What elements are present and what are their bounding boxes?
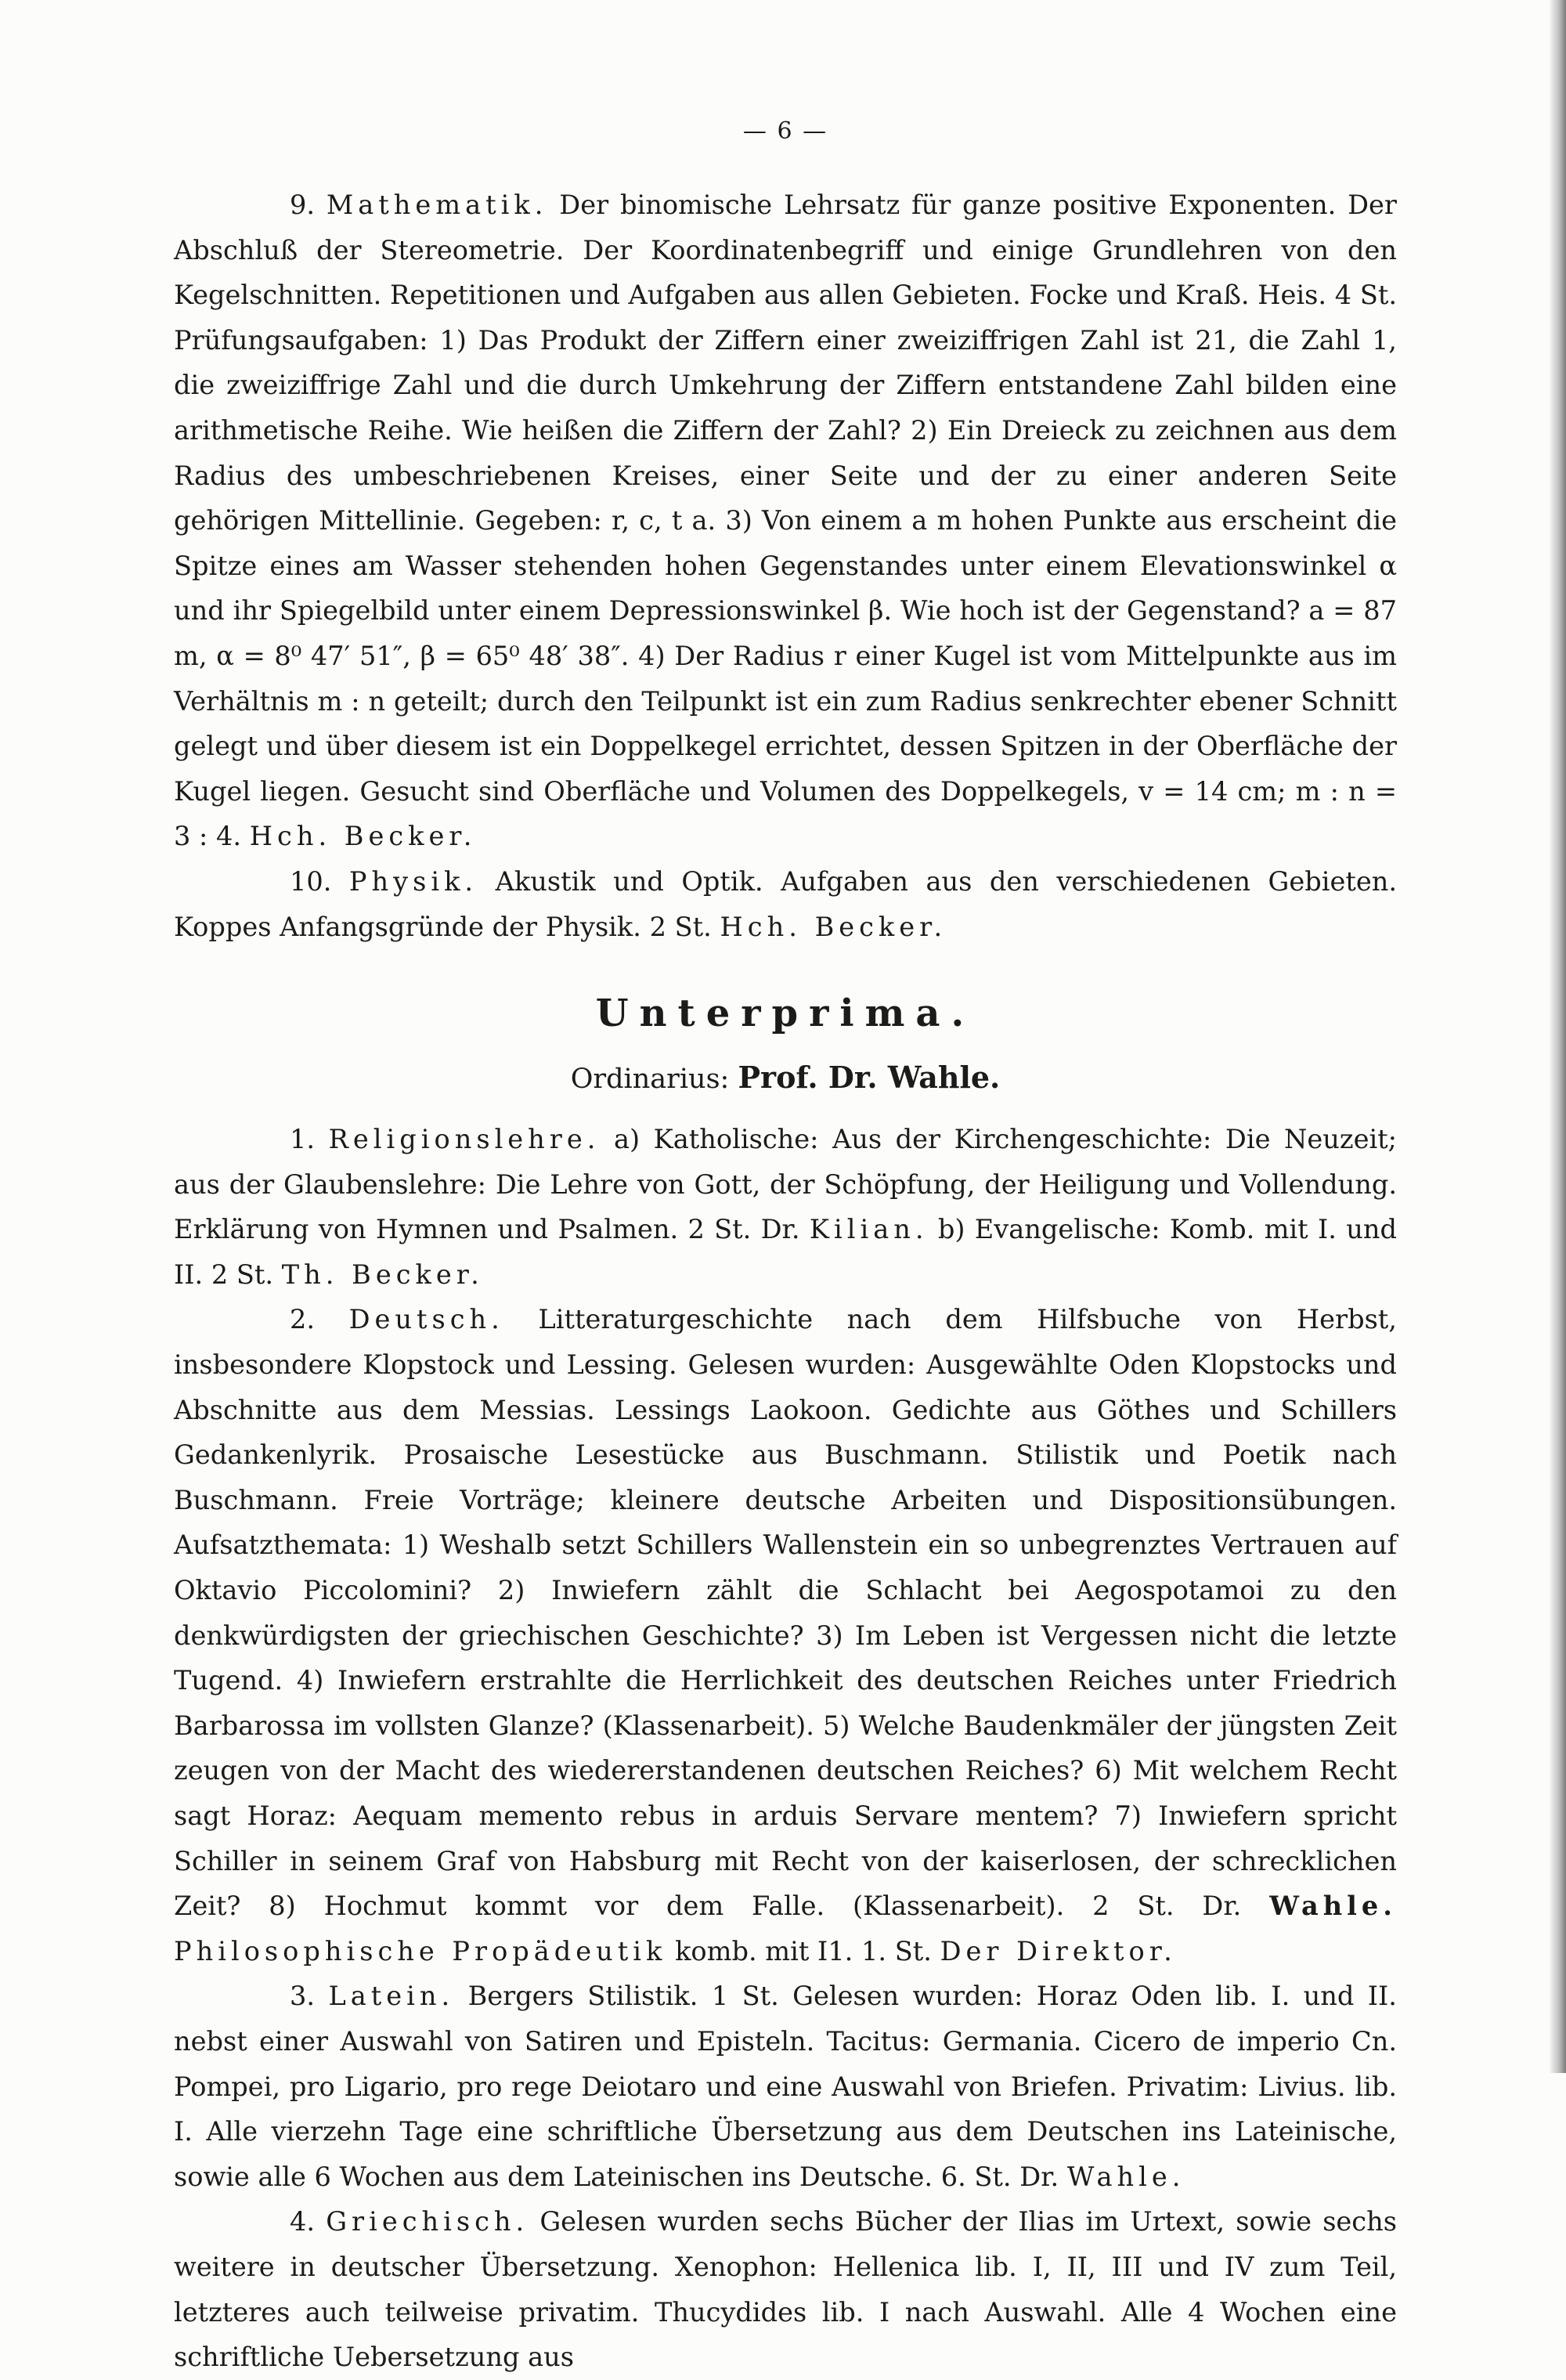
propaedeutik-text: komb. mit I1. 1. St. <box>675 1935 932 1966</box>
deutsch-teacher: Wahle. <box>1269 1890 1397 1922</box>
latein-teacher: Wahle. <box>1066 2161 1185 2192</box>
ordinarius-line <box>174 1056 1397 1101</box>
mathematik-title: Mathematik. <box>326 190 548 220</box>
religion-teacher2: Th. Becker. <box>281 1259 484 1290</box>
religion-text: a) Katholische: Aus der Kirchengeschichte: Die Neuzeit; aus der Glaubenslehre: Die Lehre von Gott, der Schöpfung, der Heiligung und Vollendung. Erklärung von Hymnen und Psalmen. 2 St. Dr. <box>174 1124 1397 1245</box>
religion-title: Religionslehre. <box>328 1124 601 1155</box>
physik-text: Akustik und Optik. Aufgaben aus den verschiedenen Gebieten. Koppes Anfangsgründe der Physik. 2 St. <box>174 865 1397 942</box>
section-physik <box>174 859 1397 949</box>
propaedeutik-teacher: Der Direktor. <box>940 1935 1177 1966</box>
mathematik-number: 9. <box>290 190 316 220</box>
section-griechisch <box>174 2199 1397 2379</box>
deutsch-text: Litteraturgeschichte nach dem Hilfsbuche von Herbst, insbesondere Klopstock und Lessing. Gelesen wurden: Ausgewählte Oden Klopstocks und Abschnitte aus dem Messias. Lessings Laokoon. Gedichte aus Göthes und Schillers Gedankenlyrik. Prosaische Lesestücke aus Buschmann. Stilistik und Poetik nach Buschmann. Freie Vorträge; kleinere deutsche Arbeiten und Dispositionsübungen. Aufsatzthemata: 1) Weshalb setzt Schillers Wallenstein ein so unbegrenztes Vertrauen auf Oktavio Piccolomini? 2) Inwiefern zählt die Schlacht bei Aegospotamoi zu den denkwürdigsten der griechischen Geschichte? 3) Im Leben ist Vergessen nicht die letzte Tugend. 4) Inwiefern erstrahlte die Herrlichkeit des deutschen Reiches unter Friedrich Barbarossa im vollsten Glanze? (Klassenarbeit). 5) Welche Baudenkmäler der jüngsten Zeit zeugen von der Macht des wiedererstandenen deutschen Reiches? 6) Mit welchem Recht sagt Horaz: Aequam memento rebus in arduis Servare mentem? 7) Inwiefern spricht Schiller in seinem Graf von Habsburg mit Recht von der kaiserlosen, der schrecklichen Zeit? 8) Hochmut kommt vor dem Falle. (Klassenarbeit). 2 St. Dr. <box>174 1304 1397 1922</box>
mathematik-text: Der binomische Lehrsatz für ganze positive Exponenten. Der Abschluß der Stereometrie. Der Koordinatenbegriff und einige Grundlehren von den Kegelschnitten. Repetitionen und Aufgaben aus allen Gebieten. Focke und Kraß. Heis. 4 St. Prüfungsaufgaben: 1) Das Produkt der Ziffern einer zweiziffrigen Zahl ist 21, die Zahl 1, die zweiziffrige Zahl und die durch Umkehrung der Ziffern entstandene Zahl bilden eine arithmetische Reihe. Wie heißen die Ziffern der Zahl? 2) Ein Dreieck zu zeichnen aus dem Radius des umbeschriebenen Kreises, einer Seite und der zu einer anderen Seite gehörigen Mittellinie. Gegeben: r, c, t a. 3) Von einem a m hohen Punkte aus erscheint die Spitze eines am Wasser stehenden hohen Gegenstandes unter einem Elevationswinkel α und ihr Spiegelbild unter einem Depressionswinkel β. Wie hoch ist der Gegenstand? a = 87 m, α = 8⁰ 47′ 51″, β = 65⁰ 48′ 38″. 4) Der Radius r einer Kugel ist vom Mittelpunkte aus im Verhältnis m : n geteilt; durch den Teilpunkt ist ein zum Radius senkrechter ebener Schnitt gelegt und über diesem ist ein Doppelkegel errichtet, dessen Spitzen in der Oberfläche der Kugel liegen. Gesucht sind Oberfläche und Volumen des Doppelkegels, v = 14 cm; m : n = 3 : 4. <box>174 190 1397 852</box>
deutsch-title: Deutsch. <box>348 1304 504 1335</box>
ordinarius-label: Ordinarius: <box>570 1064 730 1096</box>
physik-number: 10. <box>290 865 332 897</box>
physik-title: Physik. <box>348 865 478 897</box>
page-number: — 6 — <box>742 117 828 145</box>
document-page <box>174 117 1397 2380</box>
latein-title: Latein. <box>328 1981 455 2012</box>
griechisch-number: 4. <box>290 2206 316 2237</box>
mathematik-teacher: Hch. Becker. <box>249 821 477 852</box>
deutsch-number: 2. <box>290 1304 316 1335</box>
latein-text: Bergers Stilistik. 1 St. Gelesen wurden: Horaz Oden lib. I. und II. nebst einer Auswahl von Satiren und Episteln. Tacitus: Germania. Cicero de imperio Cn. Pompei, pro Ligario, pro rege Deiotaro und eine Auswahl von Briefen. Privatim: Livius. lib. I. Alle vierzehn Tage eine schriftliche Übersetzung aus dem Deutschen ins Lateinische, sowie alle 6 Wochen aus dem Lateinischen ins Deutsche. 6. St. Dr. <box>174 1981 1397 2192</box>
page-edge-shadow <box>1549 0 1566 2073</box>
griechisch-text: Gelesen wurden sechs Bücher der Ilias im Urtext, sowie sechs weitere in deutscher Übersetzung. Xenophon: Hellenica lib. I, II, III und IV zum Teil, letzteres auch teilweise privatim. Thucydides lib. I nach Auswahl. Alle 4 Wochen eine schriftliche Uebersetzung aus <box>174 2206 1397 2373</box>
section-latein <box>174 1974 1397 2199</box>
ordinarius-name: Prof. Dr. Wahle. <box>738 1060 1001 1096</box>
religion-number: 1. <box>290 1124 316 1155</box>
section-deutsch <box>174 1297 1397 1974</box>
religion-text2: b) Evangelische: Komb. mit I. und II. 2 St. <box>174 1214 1397 1290</box>
section-religion <box>174 1117 1397 1297</box>
physik-teacher: Hch. Becker. <box>720 911 947 942</box>
griechisch-title: Griechisch. <box>326 2206 529 2237</box>
religion-teacher1: Kilian. <box>809 1214 929 1245</box>
propaedeutik-title: Philosophische Propädeutik <box>174 1935 667 1966</box>
latein-number: 3. <box>290 1981 316 2012</box>
section-mathematik <box>174 182 1397 859</box>
class-heading: Unterprima. <box>595 991 976 1036</box>
